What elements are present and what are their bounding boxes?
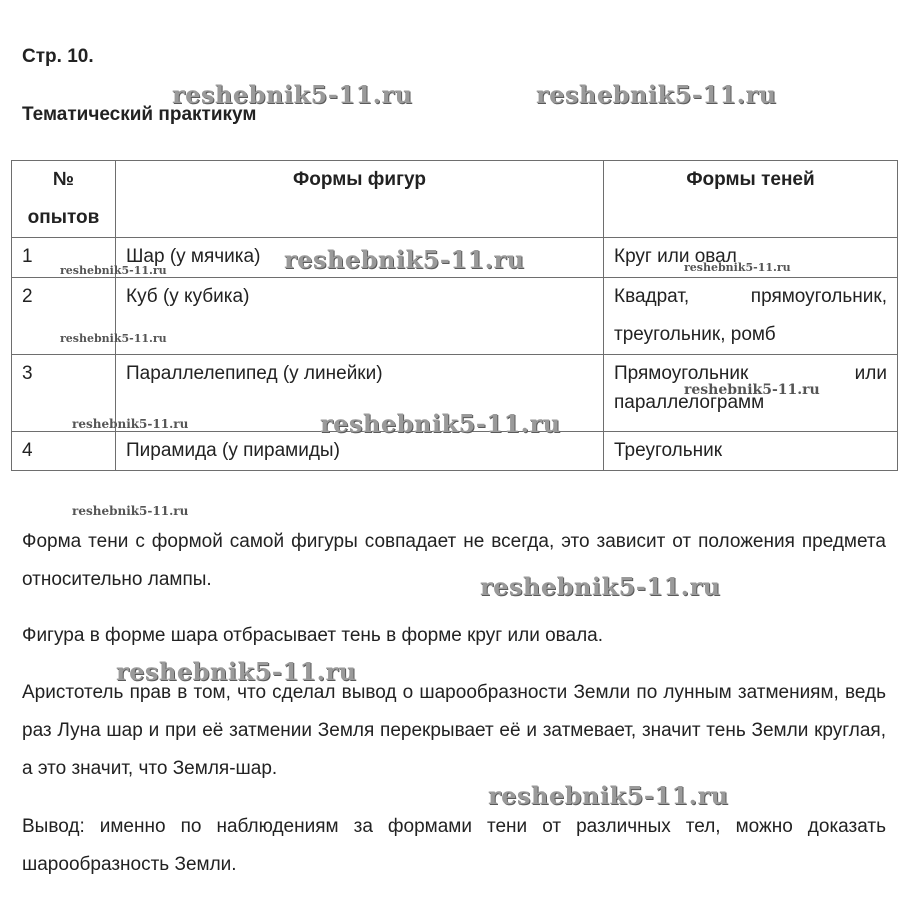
watermark: reshebnik5-11.ru xyxy=(172,80,413,109)
watermark: reshebnik5-11.ru xyxy=(284,245,525,274)
row-shadow-line: Квадрат, прямоугольник, xyxy=(614,286,887,307)
watermark: reshebnik5-11.ru xyxy=(488,781,729,810)
row-number: 2 xyxy=(12,278,116,355)
row-number: 4 xyxy=(12,432,116,471)
row-shadow-line: треугольник, ромб xyxy=(614,324,776,345)
row-shadow-line: параллелограмм xyxy=(614,392,765,413)
watermark: reshebnik5-11.ru xyxy=(72,417,189,431)
watermark: reshebnik5-11.ru xyxy=(72,504,189,518)
table-row xyxy=(12,278,898,355)
watermark: reshebnik5-11.ru xyxy=(536,80,777,109)
table-header-row xyxy=(12,161,898,238)
row-figure: Шар (у мячика) xyxy=(116,238,604,278)
table-row xyxy=(12,355,898,432)
paragraph-shadow-shape: Форма тени с формой самой фигуры совпадает не всегда, это зависит от положения предмета относительно лампы. xyxy=(22,531,886,590)
results-table xyxy=(11,160,898,471)
row-shadow: Круг или овал xyxy=(604,238,898,278)
row-shadow: Треугольник xyxy=(604,432,898,471)
section-title: Тематический практикум xyxy=(22,104,257,125)
page-label: Стр. 10. xyxy=(22,46,94,67)
watermark: reshebnik5-11.ru xyxy=(480,572,721,601)
table-row xyxy=(12,238,898,278)
paragraph-aristotle: Аристотель прав в том, что сделал вывод о шарообразности Земли по лунным затмениям, ведь раз Луна шар и при её затмении Земля перекрывает её и затмевает, значит тень Земли круглая, а это значит, что Земля-шар. xyxy=(22,682,886,779)
row-shadow xyxy=(604,278,898,355)
watermark: reshebnik5-11.ru xyxy=(684,382,820,398)
row-number: 3 xyxy=(12,355,116,432)
row-shadow xyxy=(604,355,898,432)
watermark: reshebnik5-11.ru xyxy=(116,657,357,686)
paragraph-sphere-shadow: Фигура в форме шара отбрасывает тень в форме круг или овала. xyxy=(22,625,604,646)
row-figure: Пирамида (у пирамиды) xyxy=(116,432,604,471)
header-figure-shapes: Формы фигур xyxy=(116,161,604,238)
row-figure: Куб (у кубика) xyxy=(116,278,604,355)
row-shadow-line: Прямоугольник или xyxy=(614,363,887,384)
paragraph-conclusion: Вывод: именно по наблюдениям за формами тени от различных тел, можно доказать шарообразность Земли. xyxy=(22,816,886,875)
header-shadow-shapes: Формы теней xyxy=(604,161,898,238)
watermark: reshebnik5-11.ru xyxy=(320,409,561,438)
header-number: № опытов xyxy=(12,161,116,238)
watermark: reshebnik5-11.ru xyxy=(60,332,167,345)
row-figure: Параллелепипед (у линейки) xyxy=(116,355,604,432)
row-number: 1 xyxy=(12,238,116,278)
watermark: reshebnik5-11.ru xyxy=(60,264,167,277)
watermark: reshebnik5-11.ru xyxy=(684,261,791,274)
table-row xyxy=(12,432,898,471)
